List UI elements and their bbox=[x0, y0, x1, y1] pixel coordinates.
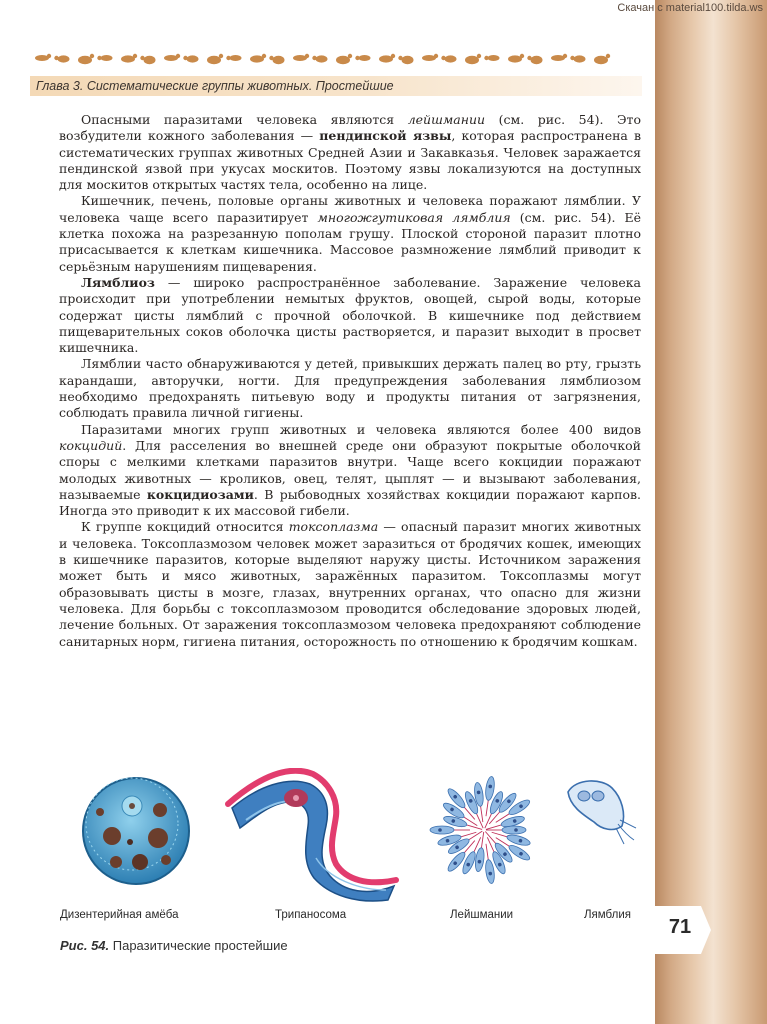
body-text bbox=[59, 112, 641, 650]
animal-silhouette-head bbox=[219, 54, 223, 58]
paragraph bbox=[59, 193, 641, 274]
animal-silhouette-head bbox=[606, 54, 610, 58]
animal-silhouette bbox=[574, 55, 586, 62]
italic-term: многожгутиковая лямблия bbox=[317, 209, 511, 225]
animal-silhouette-head bbox=[312, 56, 316, 60]
animal-silhouette bbox=[58, 55, 70, 62]
paragraph bbox=[59, 275, 641, 356]
text-run: — широко распространённое заболевание. Заражение человека происходит при употреблении немытых фруктов, овощей, сырой воды, которые содержат цисты лямблий с прочной оболочкой. В кишечнике под действием пищеварительных соков оболочка цисты растворяется, и паразит выходит в просвет кишечника. bbox=[59, 274, 641, 356]
lamblia-label: Лямблия bbox=[584, 909, 631, 921]
animal-silhouette-head bbox=[140, 56, 144, 60]
animal-silhouette-head bbox=[133, 54, 137, 58]
animal-silhouette-head bbox=[348, 54, 352, 58]
text-run: , которая распространена в систематических группах животных Средней Азии и Закавказья. Человек заражается пендинской язвой при укусах москитов. Поэтому язвы локализуются на доступных для москитов открытых частях тела, особенно на лице. bbox=[59, 128, 642, 193]
animal-silhouette-head bbox=[563, 54, 567, 58]
animal-silhouette-head bbox=[269, 56, 273, 60]
animal-silhouette-head bbox=[527, 56, 531, 60]
chapter-header: Глава 3. Систематические группы животных. Простейшие bbox=[30, 76, 642, 96]
bold-term: кокцидиозами bbox=[146, 486, 254, 502]
paragraph bbox=[59, 422, 641, 520]
animal-silhouettes-ornament bbox=[30, 50, 614, 68]
animal-silhouette-head bbox=[434, 54, 438, 58]
amoeba-illustration bbox=[80, 776, 192, 886]
trypanosoma-illustration bbox=[218, 768, 408, 908]
lamblia-illustration bbox=[558, 774, 638, 846]
paragraph bbox=[59, 356, 641, 421]
page-number: 71 bbox=[668, 916, 692, 938]
animal-silhouette bbox=[207, 56, 221, 64]
animal-silhouette bbox=[359, 55, 371, 61]
animal-silhouette bbox=[531, 56, 543, 64]
animal-silhouette-head bbox=[391, 54, 395, 58]
italic-term: кокцидий bbox=[59, 437, 123, 453]
animal-silhouette-head bbox=[226, 56, 230, 60]
animal-silhouette bbox=[402, 56, 414, 64]
bold-term: пендинской язвы bbox=[319, 128, 452, 144]
animal-silhouette bbox=[594, 56, 608, 64]
amoeba-label: Дизентерийная амёба bbox=[60, 909, 179, 921]
italic-term: лейшмании bbox=[407, 112, 486, 127]
animal-silhouette bbox=[488, 55, 500, 61]
animal-silhouette-head bbox=[90, 54, 94, 58]
text-run: Опасными паразитами человека являются bbox=[81, 112, 408, 127]
animal-silhouette bbox=[230, 55, 242, 61]
text-run: Кишечник, печень, половые органы животных и человека поражают лямблии. У человека чаще всего паразитирует bbox=[59, 193, 641, 225]
text-run: . В рыбоводных хозяйствах кокцидии поражают карпов. Иногда это приводит к их массовой гибели. bbox=[59, 486, 641, 519]
leishmania-label: Лейшмании bbox=[450, 909, 514, 921]
animal-silhouette-head bbox=[520, 54, 524, 58]
animal-silhouette bbox=[273, 56, 285, 64]
animal-silhouette bbox=[316, 55, 328, 62]
animal-silhouette bbox=[445, 55, 457, 62]
leishmania-cell bbox=[482, 843, 496, 884]
figure-number: Рис. 54. bbox=[60, 938, 110, 953]
animal-silhouette-head bbox=[305, 54, 309, 58]
text-run: Паразитами многих групп животных и человека являются более 400 видов bbox=[81, 421, 641, 437]
animal-silhouette-head bbox=[47, 54, 51, 58]
text-run: — опасный паразит многих животных и человека. Токсоплазмозом человек может заразиться от бродячих кошек, имеющих в кишечнике паразитов, которые выделяют наружу цисты. Источником заражения может быть и мясо животных, заражённых паразитом. Токсоплазмы могут образовывать цисты в мозге, глазах, внутренних органах, что опасно для жизни человека. Для борьбы с токсоплазмозом проводится обследование здоровых людей, лечение больных. От заражения токсоплазмозом человека предохраняют соблюдение санитарных норм, гигиена питания, осторожность по отношению к бродячим кошкам. bbox=[59, 519, 641, 649]
paragraph bbox=[59, 519, 641, 649]
animal-silhouette-head bbox=[441, 56, 445, 60]
animal-silhouette-head bbox=[54, 56, 58, 60]
animal-silhouette bbox=[336, 56, 350, 64]
text-run: К группе кокцидий относится bbox=[81, 519, 289, 535]
text-run: (см. рис. 54). Это возбудители кожного заболевания — bbox=[59, 112, 641, 144]
book-spine bbox=[655, 0, 767, 1024]
animal-silhouette-head bbox=[570, 56, 574, 60]
animal-silhouette-head bbox=[355, 56, 359, 60]
figure-caption-text: Паразитические простейшие bbox=[109, 938, 288, 953]
italic-term: токсоплазма bbox=[288, 519, 379, 535]
text-run: Лямблии часто обнаруживаются у детей, привыкших держать палец во рту, грызть карандаши, авторучки, ногти. Для предупреждения заболевания лямблиозом необходимо предохранять питьевую воду и продукты питания от загрязнения, соблюдать правила личной гигиены. bbox=[59, 356, 641, 421]
animal-silhouette bbox=[101, 55, 113, 61]
animal-silhouette-head bbox=[398, 56, 402, 60]
text-run: . Для расселения во внешней среде они образуют покрытые оболочкой споры с мелкими клетками паразитов внутри. Чаще всего кокцидии поражают молодых животных — кроликов, овец, телят, цыплят — и вызывают заболевания, называемые bbox=[59, 437, 641, 502]
animal-silhouette bbox=[144, 56, 156, 64]
leishmania-cell bbox=[430, 826, 470, 834]
animal-silhouette-head bbox=[97, 56, 101, 60]
animal-silhouette-head bbox=[477, 54, 481, 58]
animal-silhouette bbox=[187, 55, 199, 62]
text-run: (см. рис. 54). Её клетка похожа на разрезанную пополам грушу. Плоской стороной паразит плотно присасывается к клеткам кишечника. Массовое размножение лямблий приводит к серьёзным нарушениям пищеварения. bbox=[59, 209, 641, 274]
animal-silhouette bbox=[465, 56, 479, 64]
bold-term: Лямблиоз bbox=[81, 274, 155, 290]
trypanosoma-label: Трипаносома bbox=[275, 909, 347, 921]
figure-caption bbox=[60, 938, 288, 953]
download-watermark: Скачан с material100.tilda.ws bbox=[617, 2, 763, 14]
animal-silhouette-head bbox=[176, 54, 180, 58]
leishmania-illustration bbox=[412, 772, 562, 894]
animal-silhouette bbox=[78, 56, 92, 64]
paragraph bbox=[59, 112, 641, 193]
animal-silhouette-head bbox=[484, 56, 488, 60]
animal-silhouette-head bbox=[183, 56, 187, 60]
animal-silhouette-head bbox=[262, 54, 266, 58]
